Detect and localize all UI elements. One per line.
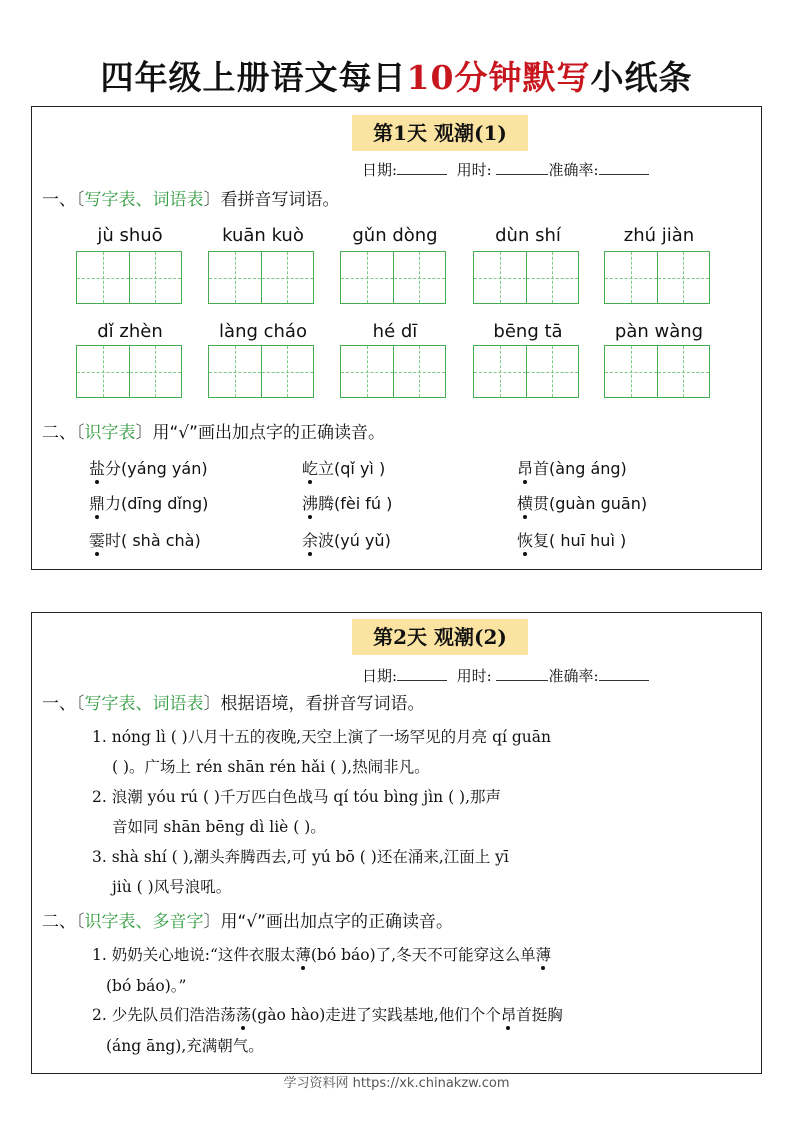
reading-question-1-cont: (bó báo)。” — [106, 977, 187, 995]
writing-grid[interactable] — [604, 251, 710, 304]
writing-grid[interactable] — [208, 251, 314, 304]
writing-grid[interactable] — [340, 345, 446, 398]
reading-item[interactable]: 霎时( shà chà) — [89, 531, 201, 550]
writing-grid[interactable] — [340, 251, 446, 304]
page-title: 四年级上册语文每日10分钟默写小纸条 — [100, 58, 693, 97]
reading-item[interactable]: 鼎力(dīng dǐng) — [89, 494, 209, 513]
pinyin-label: zhú jiàn — [623, 225, 695, 246]
pinyin-label: dùn shí — [495, 225, 561, 246]
reading-question-2: 2. 少先队员们浩浩荡荡(gào hào)走进了实践基地,他们个个昂首挺胸 — [92, 1006, 563, 1024]
fill-blank-line: 2. 浪潮 yóu rú ( )千万匹白色战马 qí tóu bìng jìn ( ),那声 — [92, 788, 502, 806]
reading-item[interactable]: 横贯(guàn guān) — [517, 494, 648, 513]
day2-section1-title: 一、〔写字表、词语表〕根据语境，看拼音写词语。 — [42, 694, 425, 714]
writing-grid[interactable] — [208, 345, 314, 398]
pinyin-label: gǔn dòng — [352, 225, 438, 246]
day1-section2-title: 二、〔识字表〕用“√”画出加点字的正确读音。 — [42, 423, 385, 443]
day2-card — [31, 612, 762, 1074]
day1-section1-title: 一、〔写字表、词语表〕看拼音写词语。 — [42, 190, 340, 210]
pinyin-label: kuān kuò — [222, 225, 304, 246]
reading-item[interactable]: 恢复( huī huì ) — [517, 531, 627, 550]
writing-grid[interactable] — [76, 345, 182, 398]
reading-item[interactable]: 盐分(yáng yán) — [89, 459, 208, 478]
day1-info: 日期: 用时: 准确率: — [362, 159, 649, 180]
pinyin-label: dǐ zhèn — [97, 321, 163, 342]
fill-blank-line: 音如同 shān bēng dì liè ( )。 — [112, 818, 326, 836]
fill-blank-line: jiù ( )风号浪吼。 — [112, 878, 232, 896]
reading-item[interactable]: 沸腾(fèi fú ) — [302, 494, 393, 513]
reading-item[interactable]: 屹立(qǐ yì ) — [302, 459, 386, 478]
writing-grid[interactable] — [76, 251, 182, 304]
footer-url[interactable]: 学习资料网 https://xk.chinakzw.com — [283, 1076, 510, 1091]
day1-heading: 第1天 观潮(1) — [352, 115, 528, 151]
day2-info: 日期: 用时: 准确率: — [362, 665, 649, 686]
reading-question-1: 1. 奶奶关心地说:“这件衣服太薄(bó báo)了,冬天不可能穿这么单薄 — [92, 946, 552, 964]
day2-section2-title: 二、〔识字表、多音字〕用“√”画出加点字的正确读音。 — [42, 912, 453, 932]
day1-card — [31, 106, 762, 570]
pinyin-label: pàn wàng — [614, 321, 704, 342]
pinyin-label: hé dī — [372, 321, 418, 342]
fill-blank-line: ( )。广场上 rén shān rén hǎi ( ),热闹非凡。 — [112, 758, 430, 776]
writing-grid[interactable] — [473, 251, 579, 304]
fill-blank-line: 1. nóng lì ( )八月十五的夜晚,天空上演了一场罕见的月亮 qí guān — [92, 728, 552, 746]
writing-grid[interactable] — [604, 345, 710, 398]
fill-blank-line: 3. shà shí ( ),潮头奔腾西去,可 yú bō ( )还在涌来,江面上 yī — [92, 848, 509, 866]
writing-grid[interactable] — [473, 345, 579, 398]
pinyin-label: làng cháo — [219, 321, 307, 342]
day2-heading: 第2天 观潮(2) — [352, 619, 528, 655]
pinyin-label: bēng tā — [493, 321, 563, 342]
reading-question-2-cont: (áng āng),充满朝气。 — [106, 1037, 264, 1055]
pinyin-label: jù shuō — [97, 225, 163, 246]
reading-item[interactable]: 余波(yú yǔ) — [302, 531, 391, 550]
reading-item[interactable]: 昂首(àng áng) — [517, 459, 627, 478]
